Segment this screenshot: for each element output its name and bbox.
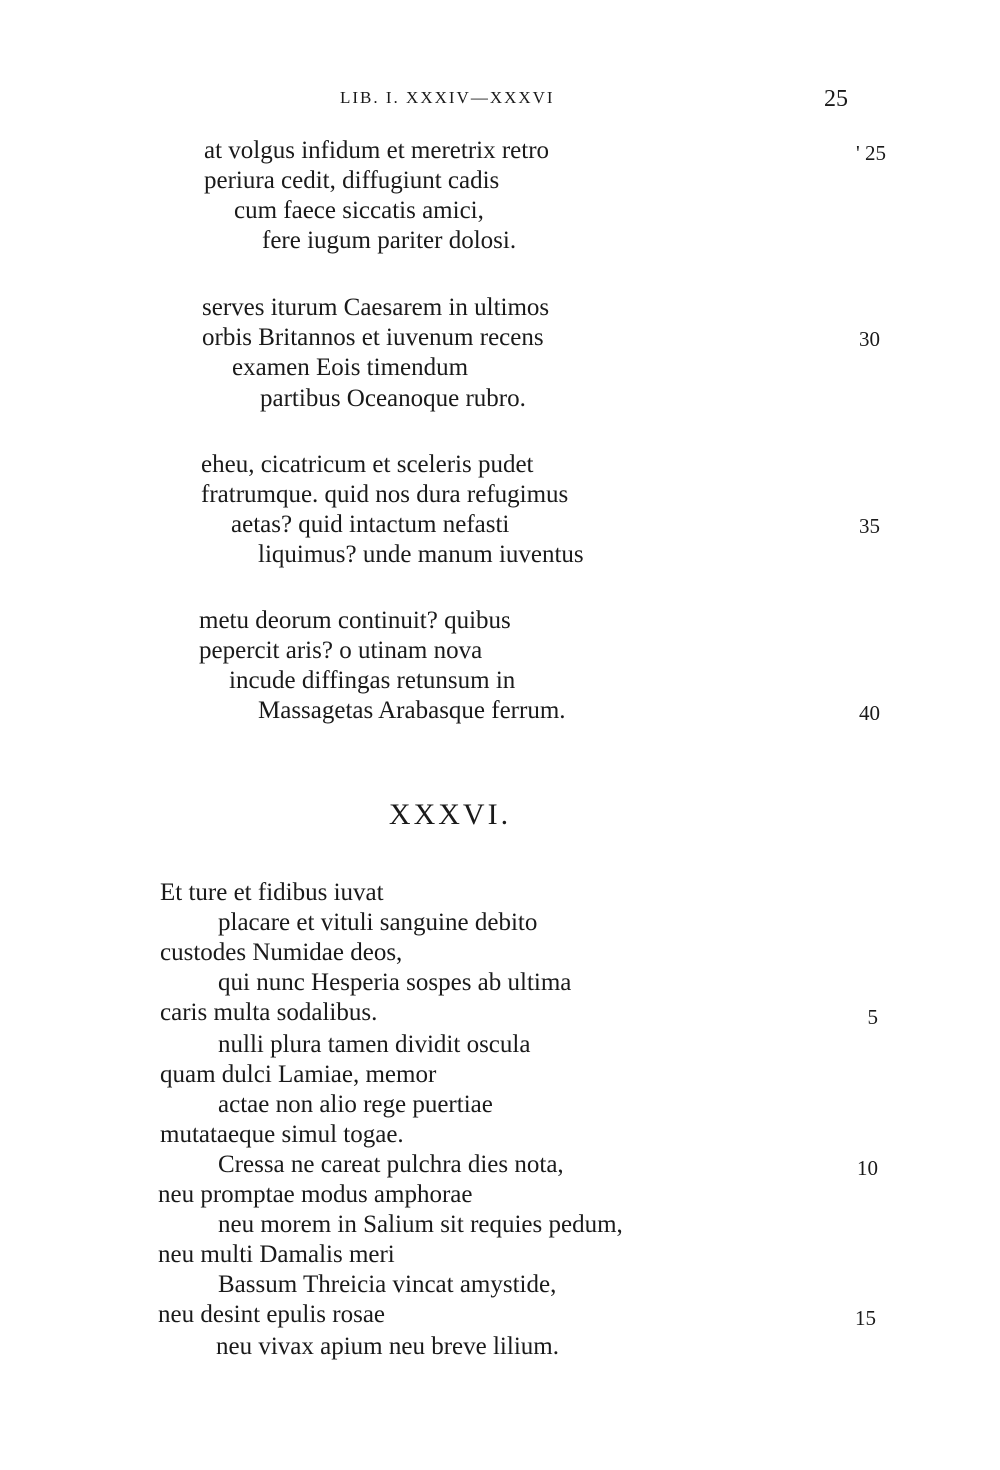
verse-line: placare et vituli sanguine debito: [218, 909, 538, 936]
line-number: ' 25: [855, 141, 886, 165]
verse-line: partibus Oceanoque rubro.: [260, 385, 526, 412]
verse-line: metu deorum continuit? quibus: [199, 607, 511, 634]
verse-line: liquimus? unde manum iuventus: [258, 541, 584, 568]
line-number: 40: [859, 701, 880, 725]
verse-line: quam dulci Lamiae, memor: [160, 1061, 437, 1088]
verse-line: caris multa sodalibus.: [160, 999, 378, 1026]
line-number: 5: [867, 1005, 878, 1029]
verse-line: neu desint epulis rosae: [158, 1301, 386, 1328]
verse-line: fratrumque. quid nos dura refugimus: [201, 481, 569, 508]
verse-line: Massagetas Arabasque ferrum.: [258, 697, 566, 724]
verse-line: eheu, cicatricum et sceleris pudet: [201, 451, 534, 478]
page-number: 25: [824, 86, 848, 112]
verse-line: aetas? quid intactum nefasti: [231, 511, 510, 538]
verse-line: actae non alio rege puertiae: [218, 1091, 493, 1118]
running-head: [0, 88, 1000, 114]
verse-line: at volgus infidum et meretrix retro: [204, 137, 550, 164]
verse-line: neu multi Damalis meri: [158, 1241, 395, 1268]
verse-line: orbis Britannos et iuvenum recens: [202, 324, 544, 351]
verse-line: qui nunc Hesperia sospes ab ultima: [218, 969, 572, 996]
verse-line: pepercit aris? o utinam nova: [199, 637, 483, 664]
verse-line: Bassum Threicia vincat amystide,: [218, 1271, 557, 1298]
verse-line: mutataeque simul togae.: [160, 1121, 404, 1148]
running-title: LIB. I. XXXIV—XXXVI: [340, 88, 555, 107]
verse-line: fere iugum pariter dolosi.: [262, 227, 517, 254]
ode-title: XXXVI.: [388, 798, 512, 831]
verse-line: examen Eois timendum: [232, 354, 469, 381]
line-number: 15: [855, 1306, 876, 1330]
verse-line: Cressa ne careat pulchra dies nota,: [218, 1151, 564, 1178]
line-number: 30: [859, 327, 880, 351]
verse-line: neu morem in Salium sit requies pedum,: [218, 1211, 623, 1238]
verse-line: Et ture et fidibus iuvat: [160, 879, 384, 906]
verse-line: neu vivax apium neu breve lilium.: [216, 1333, 559, 1360]
line-number: 35: [859, 514, 880, 538]
verse-line: serves iturum Caesarem in ultimos: [202, 294, 550, 321]
verse-line: neu promptae modus amphorae: [158, 1181, 473, 1208]
verse-line: incude diffingas retunsum in: [229, 667, 516, 694]
verse-line: periura cedit, diffugiunt cadis: [204, 167, 500, 194]
verse-line: nulli plura tamen dividit oscula: [218, 1031, 531, 1058]
verse-line: custodes Numidae deos,: [160, 939, 403, 966]
verse-line: cum faece siccatis amici,: [234, 197, 484, 224]
line-number: 10: [857, 1156, 878, 1180]
